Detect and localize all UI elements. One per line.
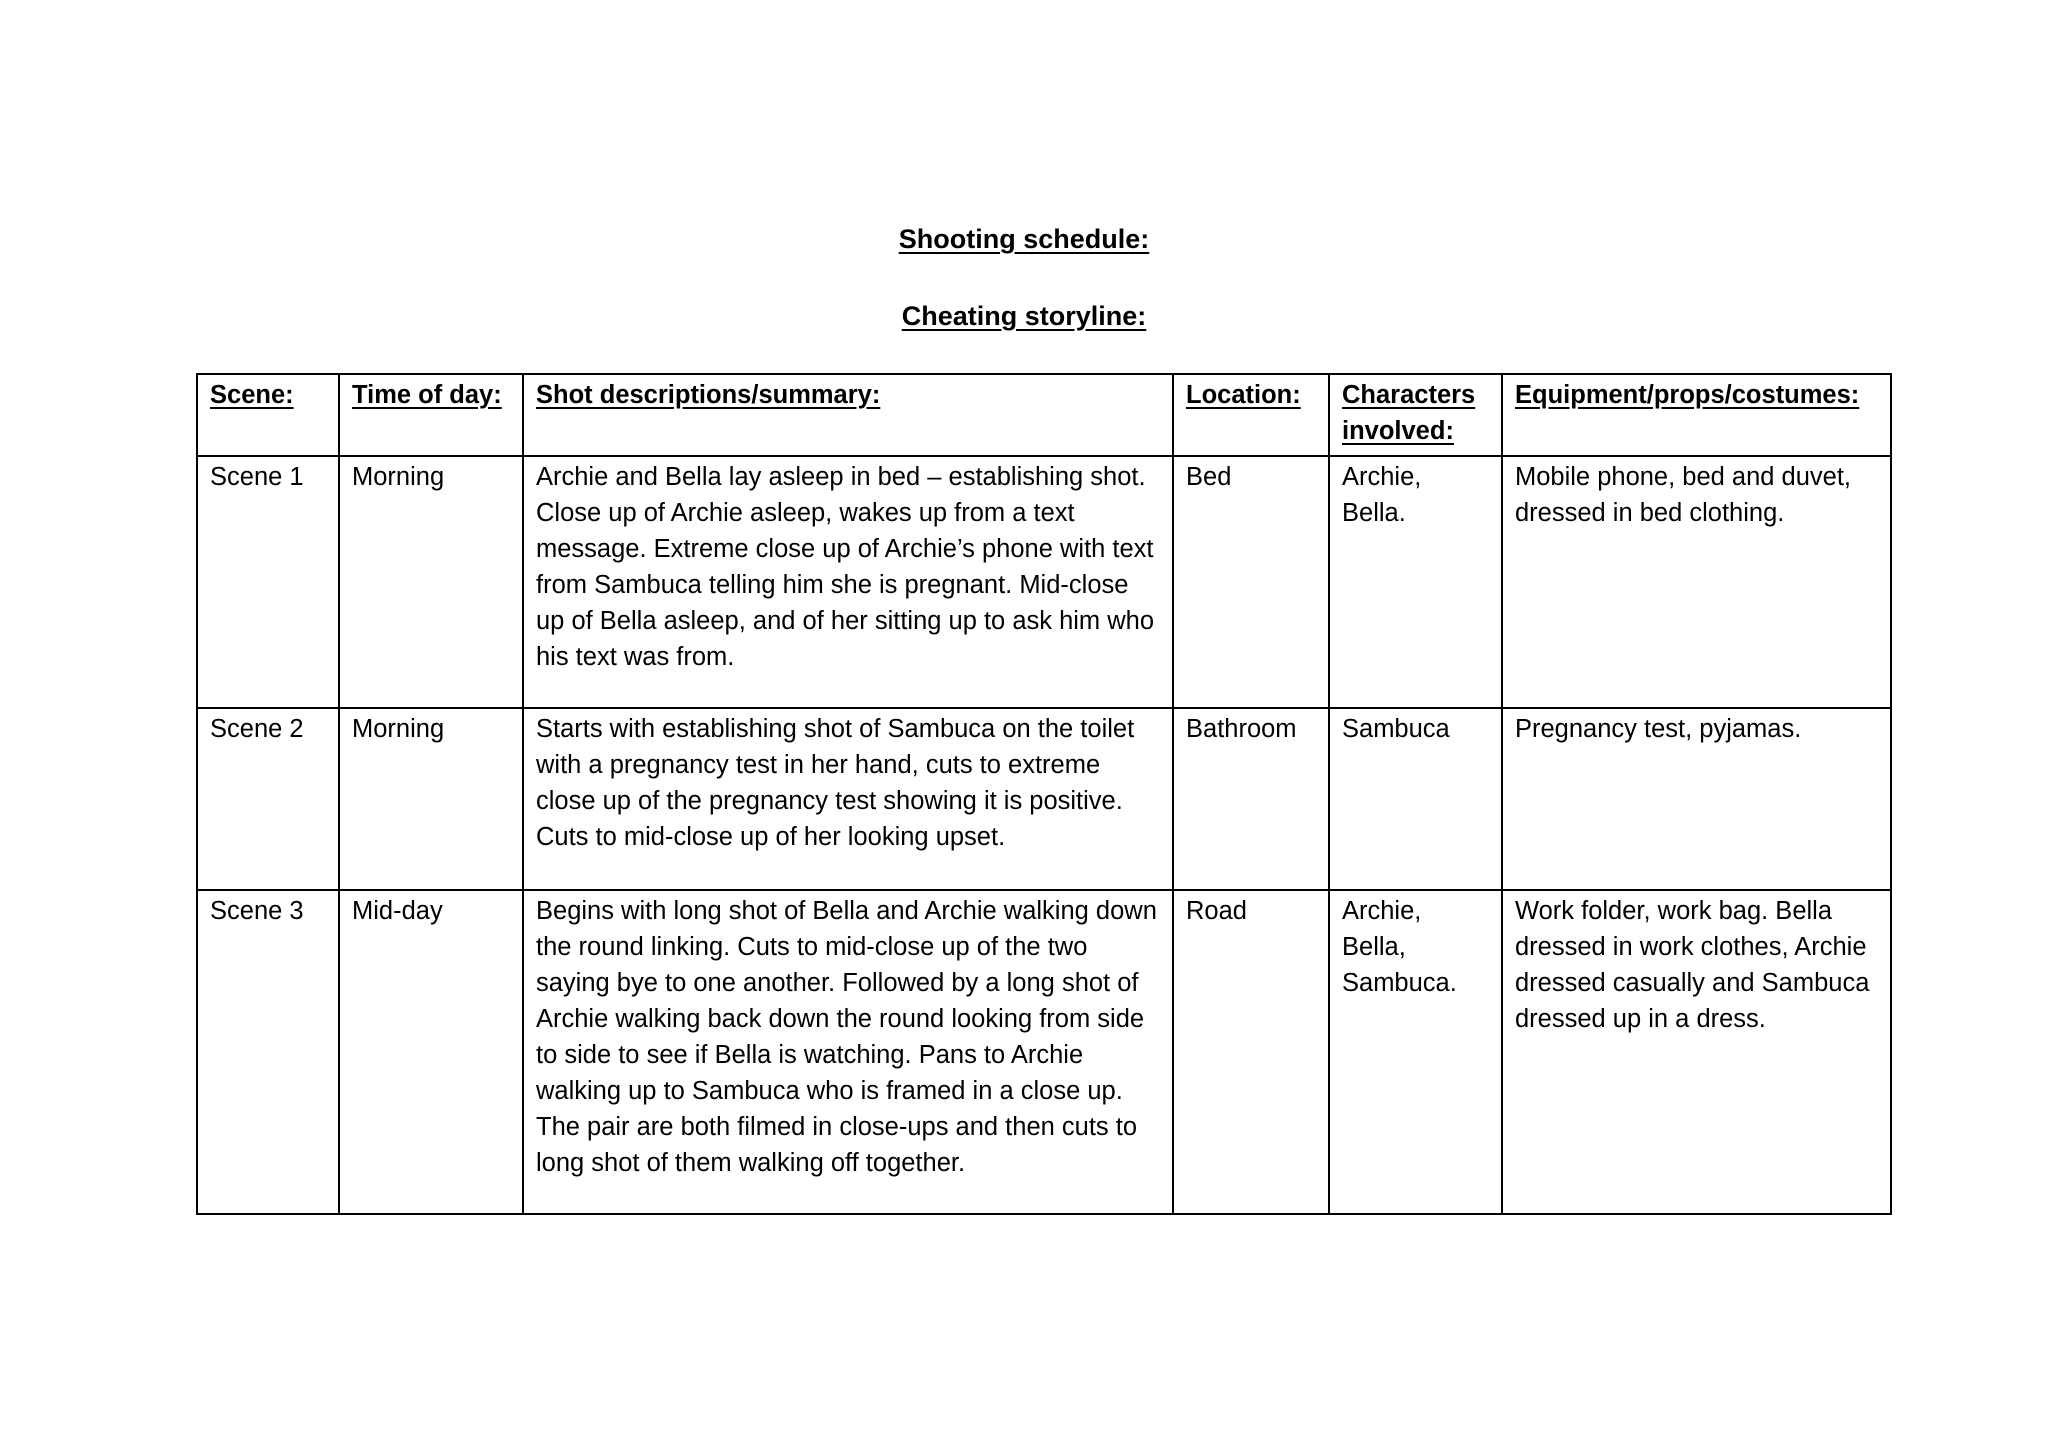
equipment-cell: Mobile phone, bed and duvet, dressed in bed clothing. bbox=[1502, 456, 1891, 708]
description-cell: Starts with establishing shot of Sambuca on the toilet with a pregnancy test in her hand, cuts to extreme close up of the pregnancy test showing it is positive. Cuts to mid-close up of her looking upset. bbox=[523, 708, 1173, 890]
header-time-of-day: Time of day: bbox=[339, 374, 523, 456]
table-row bbox=[197, 456, 1891, 708]
scene-cell: Scene 1 bbox=[197, 456, 339, 708]
table-header-row bbox=[197, 374, 1891, 456]
scene-cell: Scene 3 bbox=[197, 890, 339, 1214]
header-equipment: Equipment/props/costumes: bbox=[1502, 374, 1891, 456]
description-cell: Begins with long shot of Bella and Archie walking down the round linking. Cuts to mid-close up of the two saying bye to one another. Followed by a long shot of Archie walking back down the round looking from side to side to see if Bella is watching. Pans to Archie walking up to Sambuca who is framed in a close up. The pair are both filmed in close-ups and then cuts to long shot of them walking off together. bbox=[523, 890, 1173, 1214]
location-cell: Bed bbox=[1173, 456, 1329, 708]
table-row bbox=[197, 890, 1891, 1214]
header-characters: Characters involved: bbox=[1329, 374, 1502, 456]
header-shot-descriptions: Shot descriptions/summary: bbox=[523, 374, 1173, 456]
page-subtitle: Cheating storyline: bbox=[901, 301, 1147, 331]
characters-cell: Archie, Bella, Sambuca. bbox=[1329, 890, 1502, 1214]
description-cell: Archie and Bella lay asleep in bed – establishing shot. Close up of Archie asleep, wakes up from a text message. Extreme close up of Archie’s phone with text from Sambuca telling him she is pregnant. Mid-close up of Bella asleep, and of her sitting up to ask him who his text was from. bbox=[523, 456, 1173, 708]
characters-cell: Sambuca bbox=[1329, 708, 1502, 890]
time-cell: Mid-day bbox=[339, 890, 523, 1214]
time-cell: Morning bbox=[339, 708, 523, 890]
location-cell: Bathroom bbox=[1173, 708, 1329, 890]
header-scene: Scene: bbox=[197, 374, 339, 456]
shooting-schedule-table bbox=[196, 373, 1892, 1215]
scene-cell: Scene 2 bbox=[197, 708, 339, 890]
table-row bbox=[197, 708, 1891, 890]
equipment-cell: Pregnancy test, pyjamas. bbox=[1502, 708, 1891, 890]
page-title: Shooting schedule: bbox=[898, 224, 1150, 254]
header-location: Location: bbox=[1173, 374, 1329, 456]
equipment-cell: Work folder, work bag. Bella dressed in work clothes, Archie dressed casually and Sambuca dressed up in a dress. bbox=[1502, 890, 1891, 1214]
characters-cell: Archie, Bella. bbox=[1329, 456, 1502, 708]
location-cell: Road bbox=[1173, 890, 1329, 1214]
time-cell: Morning bbox=[339, 456, 523, 708]
